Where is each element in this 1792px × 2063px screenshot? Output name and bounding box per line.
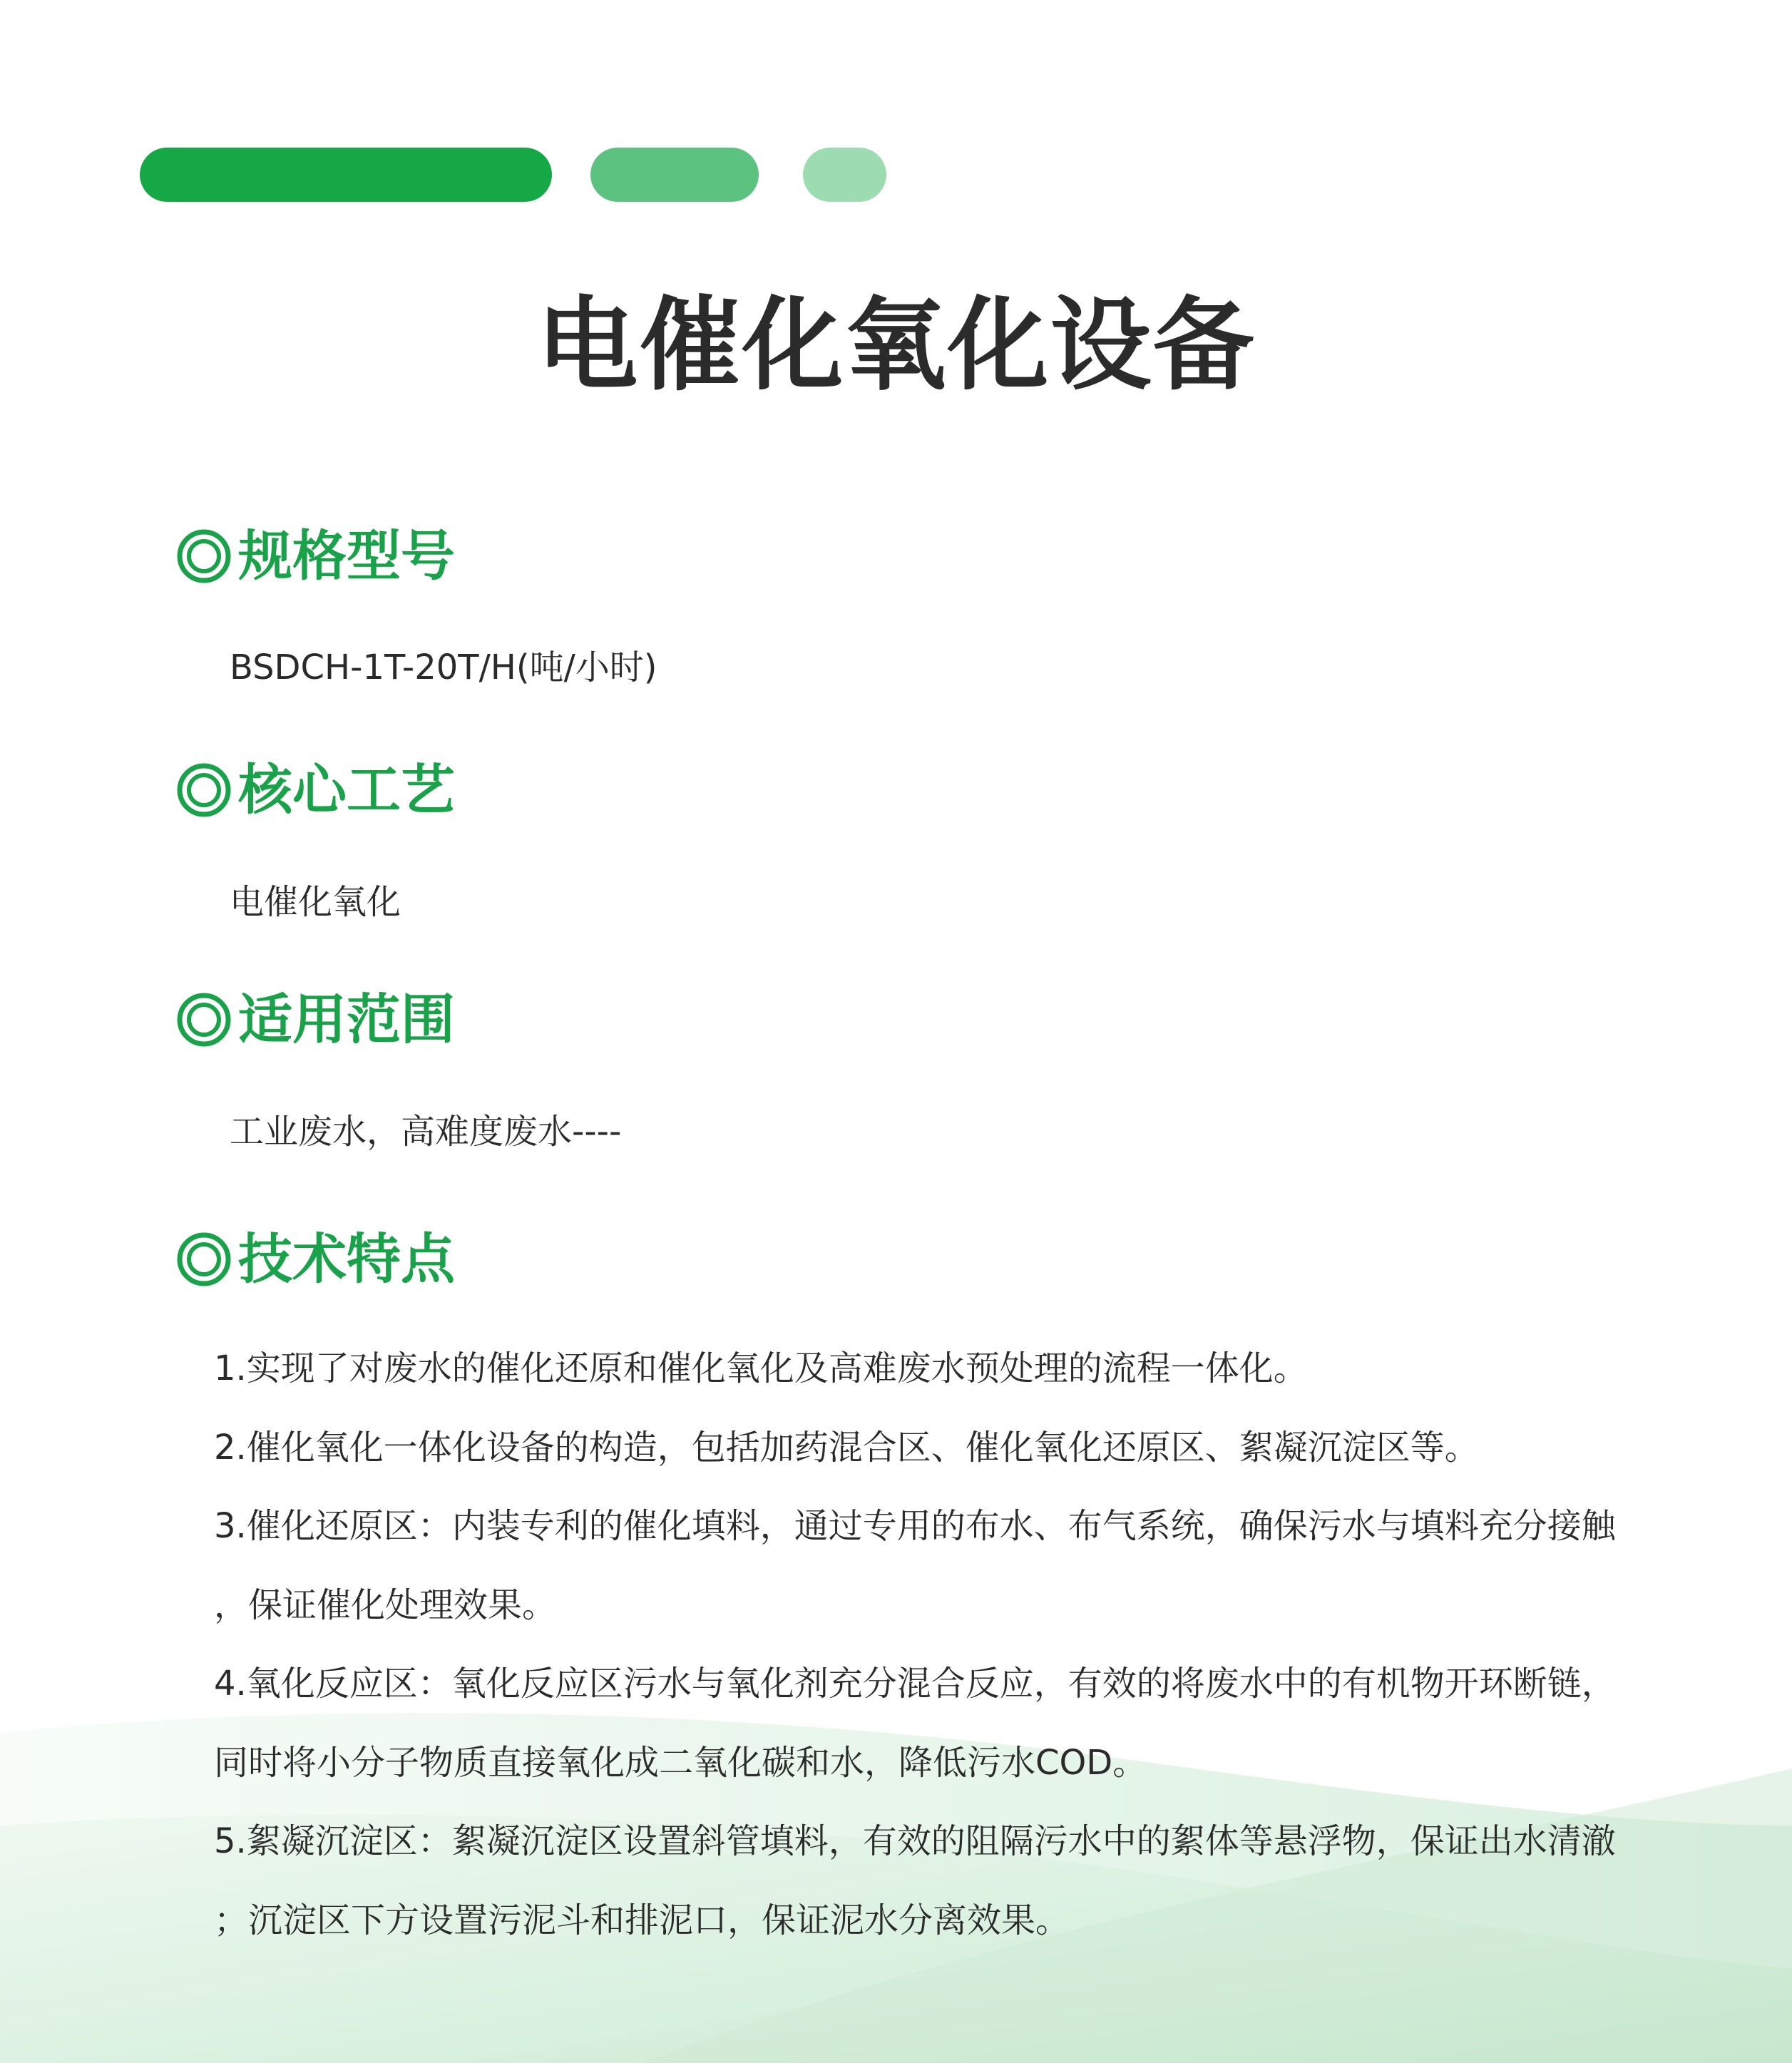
section-heading-process [175,754,455,826]
features-list [214,1341,1761,1971]
spec-value: BSDCH-1T-20T/H(吨/小时) [230,647,657,687]
section-heading-label: 适用范围 [238,988,455,1051]
feature-line: 4.氧化反应区：氧化反应区污水与氧化剂充分混合反应，有效的将废水中的有机物开环断链， [214,1664,1616,1704]
bullseye-icon [175,1231,232,1288]
bullseye-icon [175,991,232,1048]
bullseye-icon [175,762,232,819]
feature-line: 5.絮凝沉淀区：絮凝沉淀区设置斜管填料，有效的阻隔污水中的絮体等悬浮物，保证出水清澈 [214,1821,1616,1861]
feature-line: ；沉淀区下方设置污泥斗和排泥口，保证泥水分离效果。 [214,1900,1070,1940]
feature-line: ，保证催化处理效果。 [214,1585,557,1625]
section-heading-label: 核心工艺 [238,758,455,821]
section-heading-label: 规格型号 [238,524,455,588]
section-heading-features [175,1224,455,1295]
feature-line: 1.实现了对废水的催化还原和催化氧化及高难废水预处理的流程一体化。 [214,1348,1308,1388]
page-title: 电催化氧化设备 [536,287,1256,404]
bullseye-icon [175,528,232,585]
section-heading-spec [175,521,455,592]
section-heading-label: 技术特点 [238,1227,455,1291]
feature-line: 3.催化还原区：内装专利的催化填料，通过专用的布水、布气系统，确保污水与填料充分接触 [214,1506,1616,1546]
feature-line: 2.催化氧化一体化设备的构造，包括加药混合区、催化氧化还原区、絮凝沉淀区等。 [214,1427,1479,1468]
decorative-bar-short [803,148,886,202]
process-value: 电催化氧化 [230,882,401,922]
section-heading-scope [175,984,455,1055]
feature-line: 同时将小分子物质直接氧化成二氧化碳和水，降低污水COD。 [214,1742,1147,1783]
decorative-bar-medium [590,148,759,202]
decorative-bar-long [140,148,552,202]
scope-value: 工业废水，高难度废水---- [230,1112,622,1152]
